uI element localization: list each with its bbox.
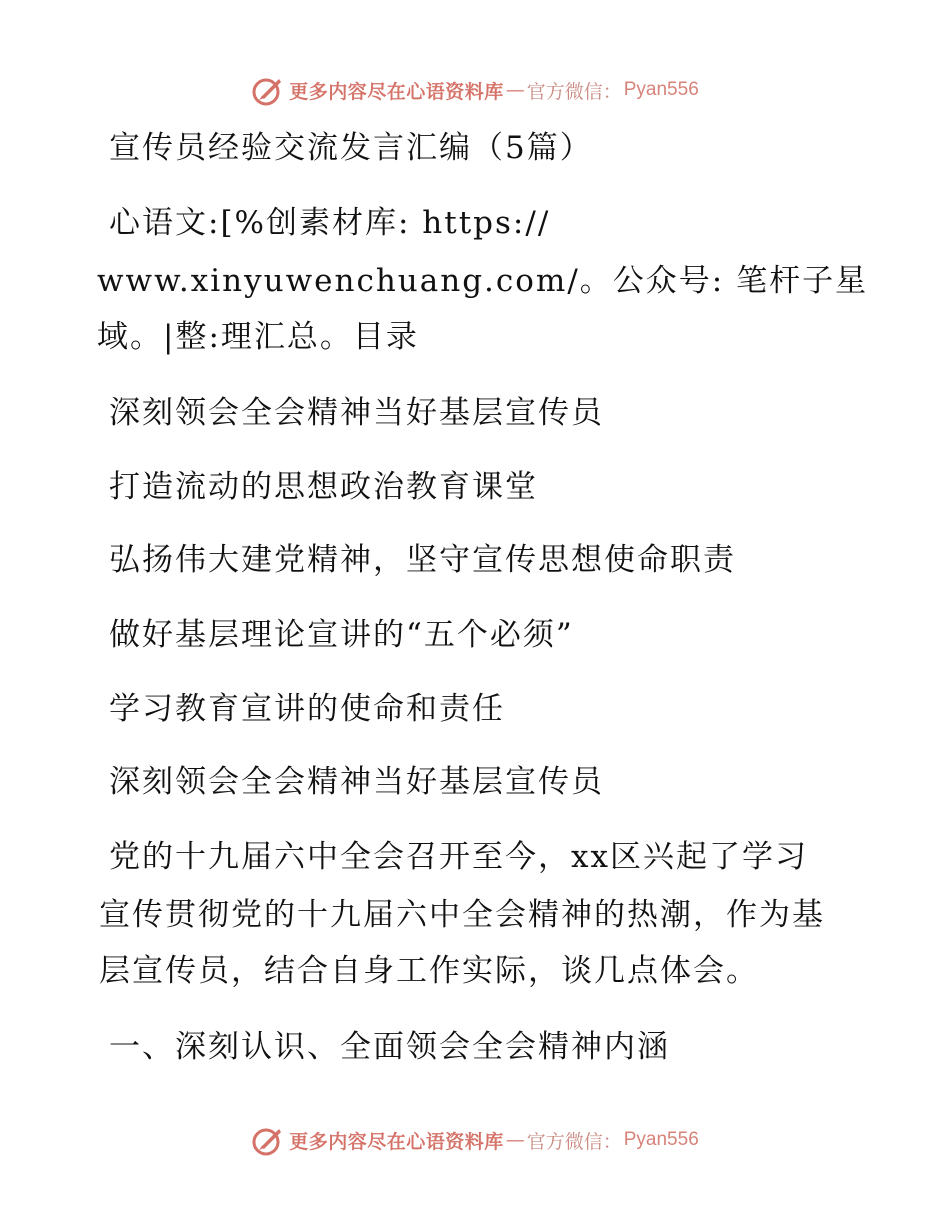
banner-wechat-id: Pyan556: [623, 79, 699, 100]
banner-dash: —: [505, 79, 525, 101]
heading-1: 一、深刻认识、全面领会全会精神内涵: [109, 1029, 670, 1065]
quill-logo-icon: [251, 1123, 285, 1157]
paragraph-line: 党的十九届六中全会召开至今，xx区兴起了学习: [109, 839, 808, 875]
paragraph-line: 宣传贯彻党的十九届六中全会精神的热潮，作为基: [99, 897, 825, 933]
banner-wechat-id: Pyan556: [623, 1129, 699, 1150]
intro-line-1: [109, 203, 550, 243]
footer-banner: [0, 1120, 950, 1160]
banner-strong-text: 更多内容尽在心语资料库: [289, 1130, 504, 1153]
header-banner: [0, 70, 950, 110]
section-title: 深刻领会全会精神当好基层宣传员: [109, 764, 604, 800]
intro-line-2-text: www.xinyuwenchuang.com/。公众号: 笔杆子星: [97, 263, 869, 299]
toc-item: 弘扬伟大建党精神，坚守宣传思想使命职责: [109, 542, 736, 578]
banner-dash: —: [505, 1129, 525, 1151]
document-title: 宣传员经验交流发言汇编（5篇）: [109, 130, 593, 166]
paragraph-line: 层宣传员，结合自身工作实际，谈几点体会。: [99, 953, 759, 989]
banner-strong-text: 更多内容尽在心语资料库: [289, 80, 504, 103]
banner-wechat-label: 官方微信：: [526, 1130, 622, 1153]
toc-item: 做好基层理论宣讲的“五个必须”: [109, 617, 574, 653]
quill-logo-icon: [251, 73, 285, 107]
toc-item: 学习教育宣讲的使命和责任: [109, 691, 505, 727]
banner-wechat-label: 官方微信：: [526, 80, 622, 103]
toc-item: 打造流动的思想政治教育课堂: [109, 469, 538, 505]
toc-item: 深刻领会全会精神当好基层宣传员: [109, 395, 604, 431]
intro-line-1-text: 心语文:[%创素材库: https://: [109, 205, 551, 241]
intro-line-3: 域。|整:理汇总。目录: [97, 319, 419, 355]
intro-line-2: [97, 261, 868, 301]
